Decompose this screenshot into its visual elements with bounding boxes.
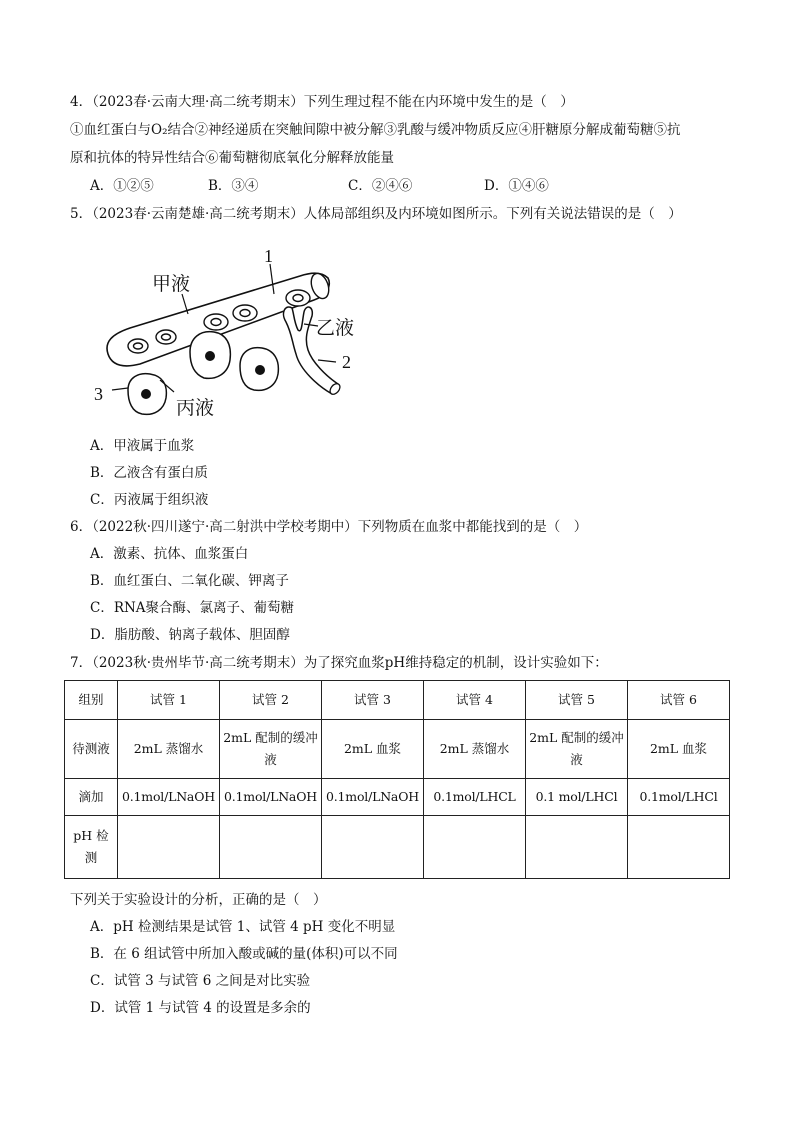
table-cell: 2mL 血浆 — [628, 720, 730, 779]
table-row-label: pH 检测 — [65, 816, 118, 879]
q7-option-a[interactable]: A．pH 检测结果是试管 1、试管 4 pH 变化不明显 — [90, 919, 396, 935]
table-cell: 0.1 mol/LHCl — [526, 779, 628, 816]
q5-option-a[interactable]: A．甲液属于血浆 — [90, 438, 195, 454]
table-row-label: 滴加 — [65, 779, 118, 816]
table-cell — [220, 816, 322, 879]
label-yi: 乙液 — [316, 318, 355, 339]
label-num-3: 3 — [94, 384, 103, 404]
q4-line2: 原和抗体的特异性结合⑥葡萄糖彻底氧化分解释放能量 — [70, 150, 394, 166]
table-row-added — [65, 779, 730, 816]
label-num-2: 2 — [342, 352, 351, 372]
table-cell: 0.1mol/LHCl — [628, 779, 730, 816]
table-cell: 2mL 蒸馏水 — [424, 720, 526, 779]
q6-option-d[interactable]: D．脂肪酸、钠离子载体、胆固醇 — [90, 627, 290, 643]
table-header-cell: 试管 3 — [322, 681, 424, 720]
experiment-table — [64, 680, 730, 879]
q4-option-c[interactable]: C．②④⑥ — [348, 178, 413, 194]
table-cell: 2mL 配制的缓冲液 — [526, 720, 628, 779]
q4-option-a[interactable]: A．①②⑤ — [90, 178, 154, 194]
q6-option-c[interactable]: C．RNA聚合酶、氯离子、葡萄糖 — [90, 600, 295, 616]
tissue-diagram — [90, 242, 390, 422]
table-header-cell: 组别 — [65, 681, 118, 720]
q7-option-c[interactable]: C．试管 3 与试管 6 之间是对比实验 — [90, 973, 311, 989]
table-cell — [526, 816, 628, 879]
table-cell: 2mL 配制的缓冲液 — [220, 720, 322, 779]
q4-line1: ①血红蛋白与O₂结合②神经递质在突触间隙中被分解③乳酸与缓冲物质反应④肝糖原分解成葡萄糖⑤抗 — [70, 122, 681, 138]
table-header-cell: 试管 1 — [118, 681, 220, 720]
table-header-cell: 试管 5 — [526, 681, 628, 720]
table-cell — [628, 816, 730, 879]
q7-stem: 7．（2023秋·贵州毕节·高二统考期末）为了探究血浆pH维持稳定的机制，设计实验如下： — [70, 655, 608, 671]
table-cell — [322, 816, 424, 879]
q5-stem: 5．（2023春·云南楚雄·高二统考期末）人体局部组织及内环境如图所示。下列有关说法错误的是（ ） — [70, 206, 682, 222]
table-cell: 2mL 血浆 — [322, 720, 424, 779]
q5-option-c[interactable]: C．丙液属于组织液 — [90, 492, 209, 508]
q6-stem: 6．（2022秋·四川遂宁·高二射洪中学校考期中）下列物质在血浆中都能找到的是（ ） — [70, 519, 588, 535]
q7-question: 下列关于实验设计的分析，正确的是（ ） — [70, 892, 327, 908]
label-jia: 甲液 — [152, 274, 191, 295]
label-num-1: 1 — [264, 246, 273, 266]
table-row-header — [65, 681, 730, 720]
table-cell: 0.1mol/LNaOH — [220, 779, 322, 816]
q4-option-b[interactable]: B．③④ — [208, 178, 259, 194]
q4-options — [90, 176, 549, 196]
table-cell — [424, 816, 526, 879]
table-cell — [118, 816, 220, 879]
table-header-cell: 试管 2 — [220, 681, 322, 720]
table-row-label: 待测液 — [65, 720, 118, 779]
q4-option-d[interactable]: D．①④⑥ — [484, 178, 549, 194]
table-cell: 0.1mol/LHCL — [424, 779, 526, 816]
table-cell: 2mL 蒸馏水 — [118, 720, 220, 779]
table-header-cell: 试管 6 — [628, 681, 730, 720]
q7-option-d[interactable]: D．试管 1 与试管 4 的设置是多余的 — [90, 1000, 311, 1016]
q5-option-b[interactable]: B．乙液含有蛋白质 — [90, 465, 208, 481]
q7-option-b[interactable]: B．在 6 组试管中所加入酸或碱的量(体积)可以不同 — [90, 946, 398, 962]
q4-stem: 4．（2023春·云南大理·高二统考期末）下列生理过程不能在内环境中发生的是（ ） — [70, 94, 574, 110]
label-bing: 丙液 — [176, 398, 215, 419]
table-cell: 0.1mol/LNaOH — [322, 779, 424, 816]
table-header-cell: 试管 4 — [424, 681, 526, 720]
table-row-test-liquid — [65, 720, 730, 779]
q6-option-a[interactable]: A．激素、抗体、血浆蛋白 — [90, 546, 249, 562]
q6-option-b[interactable]: B．血红蛋白、二氧化碳、钾离子 — [90, 573, 289, 589]
table-row-ph — [65, 816, 730, 879]
table-cell: 0.1mol/LNaOH — [118, 779, 220, 816]
